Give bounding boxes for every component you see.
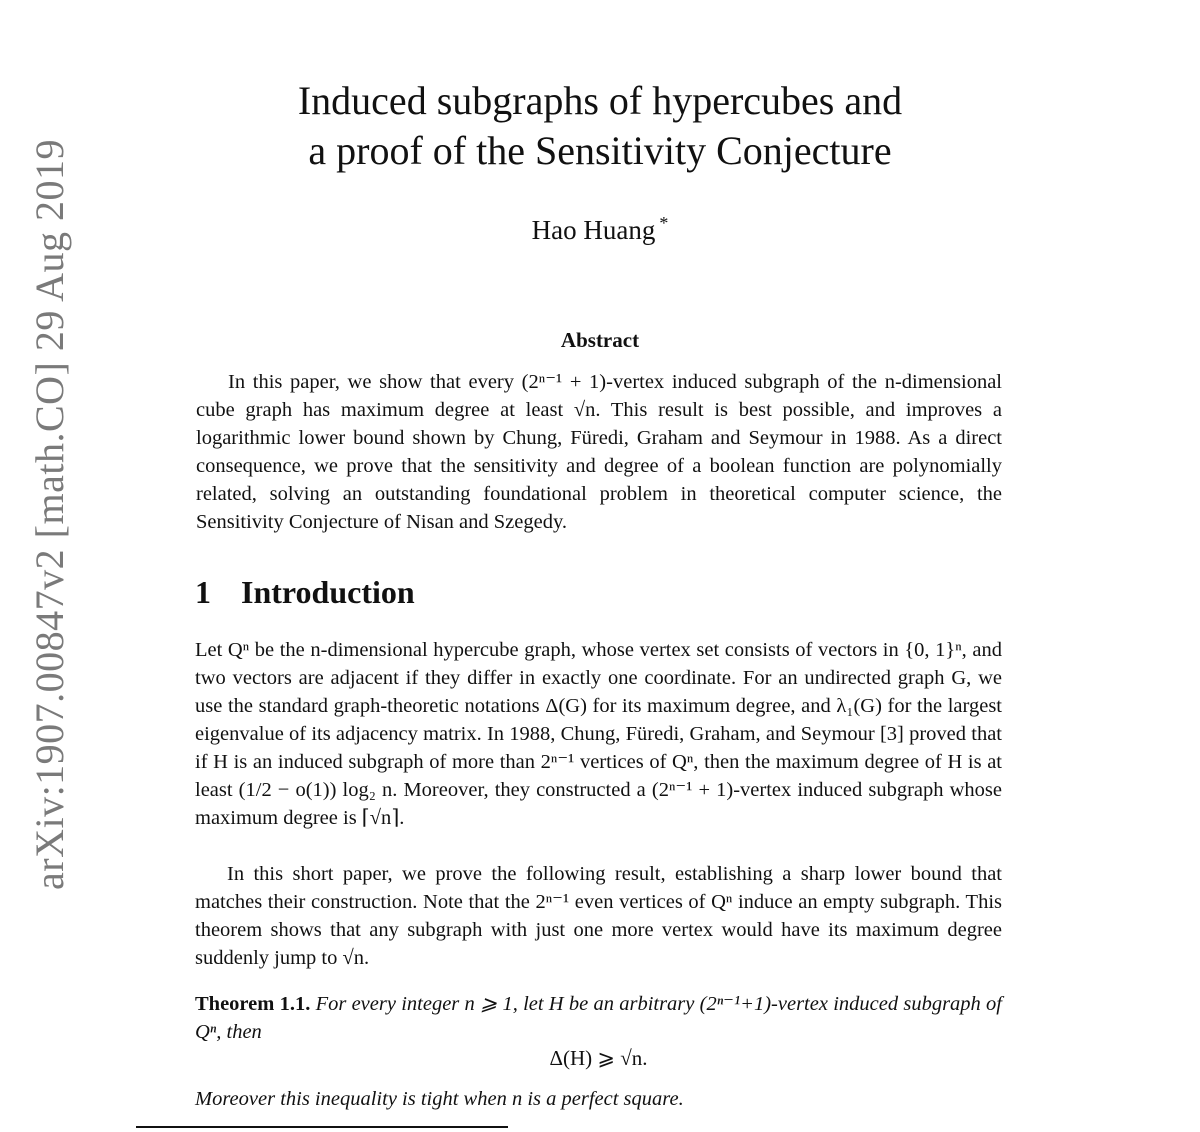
section-heading [195,574,415,611]
arxiv-identifier-stamp: arXiv:1907.00847v2 [math.CO] 29 Aug 2019 [27,138,72,890]
intro-paragraph-1: Let Qⁿ be the n-dimensional hypercube graph, whose vertex set consists of vectors in {0, 1}ⁿ, and two vectors are adjacent if they differ in exactly one coordinate. For an undirected graph G, we use the standard graph-theoretic notations Δ(G) for its maximum degree, and λ₁(G) for the largest eigenvalue of its adjacency matrix. In 1988, Chung, Füredi, Graham, and Seymour [3] proved that if H is an induced subgraph of more than 2ⁿ⁻¹ vertices of Qⁿ, then the maximum degree of H is at least (1/2 − o(1)) log₂ n. Moreover, they constructed a (2ⁿ⁻¹ + 1)-vertex induced subgraph whose maximum degree is ⌈√n⌉. [195,639,1002,829]
theorem-block [195,990,1002,1046]
author-name: Hao Huang [531,215,656,245]
paper-title [180,76,1020,176]
author-line [180,206,1020,247]
author-footnote-mark: * [659,213,669,233]
theorem-statement: For every integer n ⩾ 1, let H be an arbitrary (2ⁿ⁻¹+1)-vertex induced subgraph of Qⁿ, then [195,993,1002,1043]
theorem-tail: Moreover this inequality is tight when n is a perfect square. [195,1088,684,1110]
abstract-body: In this paper, we show that every (2ⁿ⁻¹ + 1)-vertex induced subgraph of the n-dimensional cube graph has maximum degree at least √n. This result is best possible, and improves a logarithmic lower bound shown by Chung, Füredi, Graham and Seymour in 1988. As a direct consequence, we prove that the sensitivity and degree of a boolean function are polynomially related, solving an outstanding foundational problem in theoretical computer science, the Sensitivity Conjecture of Nisan and Szegedy. [196,371,1002,533]
intro-paragraph-2: In this short paper, we prove the following result, establishing a sharp lower bound that matches their construction. Note that the 2ⁿ⁻¹ even vertices of Qⁿ induce an empty subgraph. This theorem shows that any subgraph with just one more vertex would have its maximum degree suddenly jump to √n. [195,863,1002,969]
section-number: 1 [195,574,211,610]
theorem-equation: Δ(H) ⩾ √n. [549,1046,648,1070]
title-line-2: a proof of the Sensitivity Conjecture [308,128,892,173]
section-title: Introduction [241,574,415,610]
theorem-label: Theorem 1.1. [195,993,311,1015]
title-line-1: Induced subgraphs of hypercubes and [297,78,903,123]
footnote-rule [136,1126,508,1128]
abstract-heading: Abstract [560,328,640,352]
